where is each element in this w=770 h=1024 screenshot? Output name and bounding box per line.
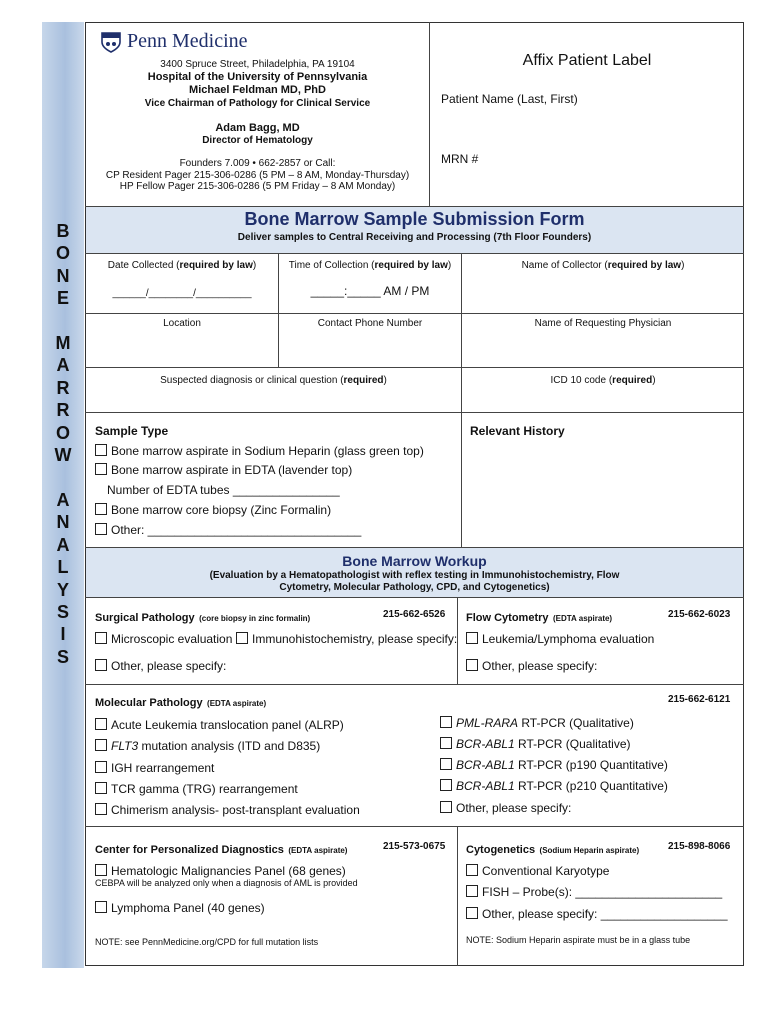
cpd-heading: Center for Personalized Diagnostics (EDTA aspirate) [95,844,348,856]
divider [85,313,744,314]
side-letter: A [56,489,70,510]
side-letter: A [56,534,70,555]
side-letter: E [56,288,69,309]
sample-opt-edta[interactable]: Bone marrow aspirate in EDTA (lavender top) [95,463,352,477]
molecular-opt-igh[interactable]: IGH rearrangement [95,761,214,775]
workup-subtitle: Cytometry, Molecular Pathology, CPD, and Cytogenetics) [279,582,550,593]
checkbox[interactable] [95,782,107,794]
side-letter: O [55,422,70,443]
person1-title: Vice Chairman of Pathology for Clinical Service [144,98,371,109]
contact-line: CP Resident Pager 215-306-0286 (5 PM – 8 AM, Monday-Thursday) [105,170,410,181]
cyto-opt-other[interactable]: Other, please specify: ___________________ [466,907,728,921]
side-letter: O [55,243,70,264]
checkbox[interactable] [440,737,452,749]
person2-title: Director of Hematology [202,135,313,146]
sample-opt-heparin[interactable]: Bone marrow aspirate in Sodium Heparin (glass green top) [95,444,424,458]
checkbox[interactable] [466,864,478,876]
date-collected-field[interactable]: ______/________/__________ [112,288,252,299]
requesting-physician-label: Name of Requesting Physician [534,318,672,329]
patient-name-label: Patient Name (Last, First) [441,92,578,106]
cpd-opt-lymphoma-panel[interactable]: Lymphoma Panel (40 genes) [95,901,265,915]
relevant-history-heading: Relevant History [470,424,565,438]
surgical-heading: Surgical Pathology (core biopsy in zinc formalin) [95,612,311,624]
diagnosis-label: Suspected diagnosis or clinical question (required) [160,375,387,386]
logo-text: Penn Medicine [127,30,248,52]
location-label: Location [163,318,201,329]
checkbox[interactable] [95,718,107,730]
cyto-opt-fish[interactable]: FISH – Probe(s): ______________________ [466,885,722,899]
side-letter: S [56,646,69,667]
checkbox[interactable] [236,632,248,644]
collector-label: Name of Collector (required by law) [521,260,685,271]
divider [85,597,744,598]
surgical-opt-microscopic[interactable]: Microscopic evaluation [95,632,232,646]
affix-patient-label: Affix Patient Label [522,52,652,69]
flow-phone: 215-662-6023 [668,609,731,620]
checkbox[interactable] [466,885,478,897]
cyto-note: NOTE: Sodium Heparin aspirate must be in a glass tube [466,935,691,945]
form-subtitle: Deliver samples to Central Receiving and Processing (7th Floor Founders) [237,232,592,243]
molecular-heading: Molecular Pathology (EDTA aspirate) [95,697,267,709]
mrn-label: MRN # [441,152,479,166]
contact-line: HP Fellow Pager 215-306-0286 (5 PM Friday – 8 AM Monday) [119,181,396,192]
divider [85,684,744,685]
side-letter: N [56,512,70,533]
cyto-heading: Cytogenetics (Sodium Heparin aspirate) [466,844,640,856]
date-collected-label: Date Collected (required by law) [107,260,257,271]
side-band [42,22,84,968]
contact-phone-label: Contact Phone Number [317,318,423,329]
side-letter: M [55,333,71,354]
edta-tubes-field[interactable]: Number of EDTA tubes ________________ [107,483,340,497]
surgical-phone: 215-662-6526 [383,609,446,620]
cpd-note: NOTE: see PennMedicine.org/CPD for full mutation lists [95,937,319,947]
side-letter: R [56,377,70,398]
divider [461,412,462,547]
contact-line: Founders 7.009 • 662-2857 or Call: [179,158,336,169]
side-letter: S [56,601,69,622]
flow-opt-other[interactable]: Other, please specify: [466,659,597,673]
checkbox[interactable] [466,659,478,671]
divider [461,253,462,412]
checkbox[interactable] [95,761,107,773]
checkbox[interactable] [95,901,107,913]
side-letter: L [57,557,69,578]
address: 3400 Spruce Street, Philadelphia, PA 19104 [160,59,355,70]
flow-opt-leukemia[interactable]: Leukemia/Lymphoma evaluation [466,632,654,646]
checkbox[interactable] [466,632,478,644]
molecular-opt-bcr-abl-p210[interactable]: BCR-ABL1 RT-PCR (p210 Quantitative) [440,779,668,793]
side-spacer [42,310,84,332]
molecular-opt-pml-rara[interactable]: PML-RARA RT-PCR (Qualitative) [440,716,634,730]
person2-name: Adam Bagg, MD [215,122,300,134]
cyto-phone: 215-898-8066 [668,841,731,852]
molecular-opt-bcr-abl-p190[interactable]: BCR-ABL1 RT-PCR (p190 Quantitative) [440,758,668,772]
molecular-opt-tcr[interactable]: TCR gamma (TRG) rearrangement [95,782,298,796]
checkbox[interactable] [95,523,107,535]
cpd-opt-heme-panel[interactable]: Hematologic Malignancies Panel (68 genes) [95,864,346,878]
molecular-opt-flt3[interactable]: FLT3 mutation analysis (ITD and D835) [95,739,320,753]
molecular-phone: 215-662-6121 [668,694,731,705]
sample-type-heading: Sample Type [95,424,169,438]
shield-icon [100,31,122,53]
surgical-opt-other[interactable]: Other, please specify: [95,659,226,673]
form-title: Bone Marrow Sample Submission Form [244,209,585,229]
divider [85,412,744,413]
checkbox[interactable] [440,779,452,791]
checkbox[interactable] [95,463,107,475]
side-vertical-title [42,220,84,668]
side-letter: A [56,355,70,376]
molecular-opt-chimerism[interactable]: Chimerism analysis- post-transplant evaluation [95,803,360,817]
surgical-opt-ihc[interactable]: Immunohistochemistry, please specify: [236,632,457,646]
checkbox[interactable] [466,907,478,919]
checkbox[interactable] [95,444,107,456]
time-collection-field[interactable]: _____:_____ AM / PM [310,284,430,298]
molecular-opt-bcr-abl-qual[interactable]: BCR-ABL1 RT-PCR (Qualitative) [440,737,631,751]
checkbox[interactable] [95,632,107,644]
side-letter: N [56,265,70,286]
checkbox[interactable] [95,864,107,876]
divider [85,826,744,827]
person1-name: Michael Feldman MD, PhD [189,84,326,96]
checkbox[interactable] [440,758,452,770]
side-letter: R [56,400,70,421]
divider [85,367,744,368]
divider [457,826,458,966]
cpd-phone: 215-573-0675 [383,841,446,852]
cebpa-note: CEBPA will be analyzed only when a diagnosis of AML is provided [95,878,358,888]
divider [429,22,430,206]
cyto-opt-karyotype[interactable]: Conventional Karyotype [466,864,609,878]
workup-title: Bone Marrow Workup [342,553,487,569]
side-spacer [42,466,84,488]
side-letter: Y [56,579,69,600]
icd-code-label: ICD 10 code (required) [550,375,656,386]
penn-medicine-logo [100,30,270,56]
molecular-opt-alrp[interactable]: Acute Leukemia translocation panel (ALRP) [95,718,344,732]
side-letter: I [60,624,66,645]
divider [85,547,744,548]
divider [85,253,744,254]
side-letter: B [56,221,70,241]
checkbox[interactable] [95,659,107,671]
divider [85,206,744,207]
molecular-opt-other[interactable]: Other, please specify: [440,801,571,815]
hospital-name: Hospital of the University of Pennsylvania [147,71,368,83]
checkbox[interactable] [95,803,107,815]
side-letter: W [54,445,72,466]
checkbox[interactable] [95,503,107,515]
checkbox[interactable] [440,801,452,813]
sample-opt-other[interactable]: Other: ________________________________ [95,523,361,537]
flow-heading: Flow Cytometry (EDTA aspirate) [466,612,613,624]
checkbox[interactable] [440,716,452,728]
workup-subtitle: (Evaluation by a Hematopathologist with reflex testing in Immunohistochemistry, Flow [209,570,620,581]
sample-opt-core-biopsy[interactable]: Bone marrow core biopsy (Zinc Formalin) [95,503,331,517]
checkbox[interactable] [95,739,107,751]
time-collection-label: Time of Collection (required by law) [288,260,452,271]
